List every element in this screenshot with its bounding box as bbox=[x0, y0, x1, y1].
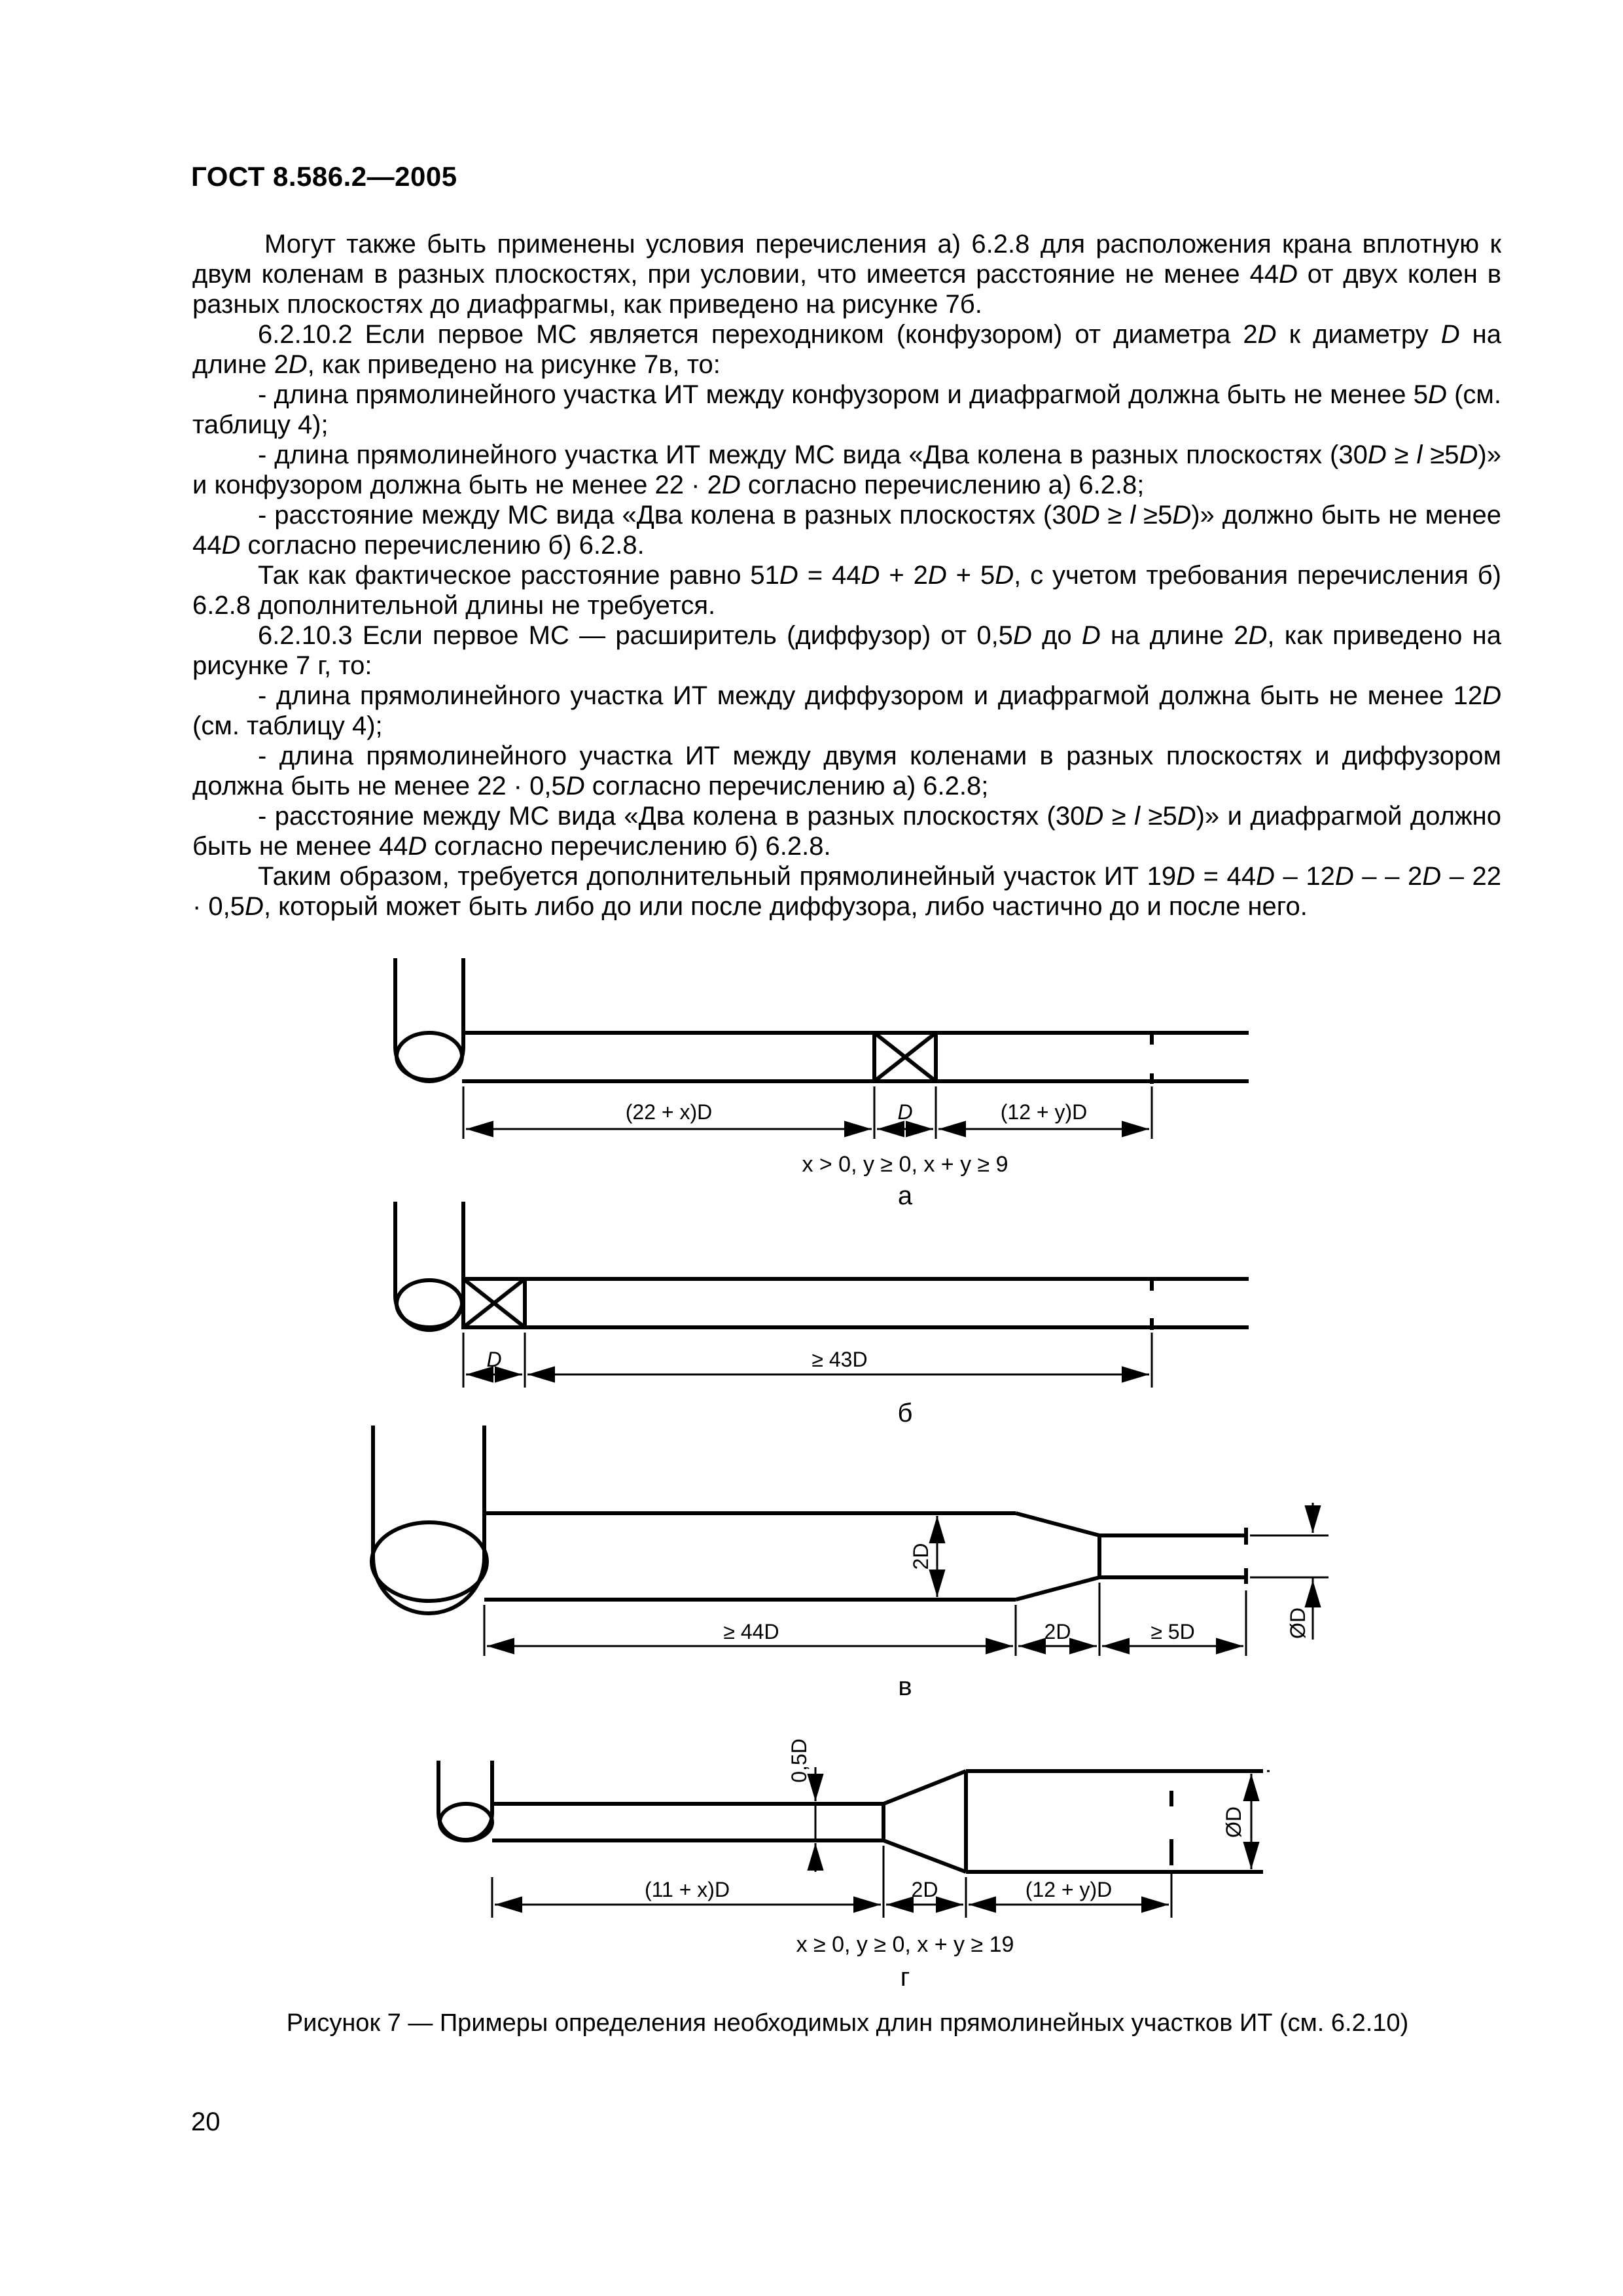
paragraph: 6.2.10.2 Если первое МС является переходником (конфузором) от диаметра 2D к диаметру D на длине 2D, как приведено на рисунке 7в, то: bbox=[192, 320, 1501, 379]
vdim-v-2: ØD bbox=[1286, 1607, 1310, 1639]
elbow-b bbox=[395, 1202, 463, 1330]
paragraph: - расстояние между МС вида «Два колена в разных плоскостях (30D ≥ l ≥5D)» должно быть не менее 44D согласно перечислению б) 6.2.8. bbox=[192, 501, 1501, 560]
dim-g-2: 2D bbox=[911, 1878, 938, 1901]
vdim-g-1: 0,5D bbox=[787, 1738, 811, 1783]
dim-g-3: (12 + y)D bbox=[1025, 1878, 1113, 1901]
paragraph: Таким образом, требуется дополнительный прямолинейный участок ИТ 19D = 44D – 12D – – 2D – 22 · 0,5D, который может быть либо до или после диффузора, либо частично до и после него. bbox=[192, 862, 1502, 921]
dim-v-1: ≥ 44D bbox=[723, 1620, 779, 1643]
label-v: в bbox=[898, 1672, 912, 1701]
paragraph: - расстояние между МС вида «Два колена в разных плоскостях (30D ≥ l ≥5D)» и диафрагмой должно быть не менее 44D согласно перечислению б) 6.2.8. bbox=[192, 802, 1502, 861]
dim-a-3: (12 + y)D bbox=[1000, 1100, 1088, 1124]
elbow-section-a bbox=[397, 1033, 462, 1080]
paragraph: Могут также быть применены условия перечисления а) 6.2.8 для расположения крана вплотную к двум коленам в разных плоскостях, при условии, что имеется расстояние не менее 44D от двух колен в разных плоскостях до диафрагмы, как приведено на рисунке 7б. bbox=[192, 230, 1502, 319]
label-a: а bbox=[897, 1181, 913, 1210]
subfigure-a bbox=[395, 958, 1249, 1139]
paragraph: - длина прямолинейного участка ИТ между МС вида «Два колена в разных плоскостях (30D ≥ l ≥5D)» и конфузором должна быть не менее 22 · 2D согласно перечислению а) 6.2.8; bbox=[192, 440, 1501, 499]
dim-a-1: (22 + x)D bbox=[625, 1100, 713, 1124]
elbow-section-b bbox=[397, 1280, 462, 1327]
confuser-top bbox=[1016, 1513, 1099, 1535]
elbow-section-g bbox=[440, 1804, 492, 1840]
elbow-g bbox=[438, 1761, 492, 1840]
label-g: г bbox=[900, 1963, 910, 1992]
dim-v-2: 2D bbox=[1044, 1620, 1071, 1643]
figure-caption: Рисунок 7 — Примеры определения необходимых длин прямолинейных участков ИТ (см. 6.2.10) bbox=[286, 2009, 1409, 2037]
elbow-section-v bbox=[372, 1522, 487, 1601]
page-number: 20 bbox=[191, 2108, 221, 2136]
subfigure-g bbox=[438, 1761, 1270, 1918]
dim-b-2: ≥ 43D bbox=[812, 1348, 868, 1371]
dim-g-1: (11 + x)D bbox=[644, 1878, 730, 1901]
paragraph: - длина прямолинейного участка ИТ между диффузором и диафрагмой должна быть не менее 12D (см. таблицу 4); bbox=[192, 681, 1501, 740]
dim-v-3: ≥ 5D bbox=[1150, 1620, 1195, 1643]
paragraph: Так как фактическое расстояние равно 51D = 44D + 2D + 5D, с учетом требования перечисления б) 6.2.8 дополнительной длины не требуется. bbox=[192, 561, 1502, 620]
elbow-v bbox=[373, 1426, 484, 1613]
elbow-a bbox=[395, 958, 463, 1081]
vdim-v-1: 2D bbox=[909, 1543, 933, 1570]
paragraph: - длина прямолинейного участка ИТ между двумя коленами в разных плоскостях и диффузором должна быть не менее 22 · 0,5D согласно перечислению а) 6.2.8; bbox=[192, 742, 1501, 800]
dim-b-1: D bbox=[486, 1348, 502, 1371]
paragraph: 6.2.10.3 Если первое МС — расширитель (диффузор) от 0,5D до D на длине 2D, как приведено на рисунке 7 г, то: bbox=[192, 621, 1501, 680]
condition-g: x ≥ 0, y ≥ 0, x + y ≥ 19 bbox=[796, 1932, 1014, 1957]
condition-a: x > 0, y ≥ 0, x + y ≥ 9 bbox=[802, 1152, 1008, 1177]
diffuser-top bbox=[883, 1771, 966, 1804]
confuser-bottom bbox=[1016, 1577, 1099, 1600]
label-b: б bbox=[897, 1399, 913, 1427]
diffuser-bottom bbox=[883, 1840, 966, 1872]
paragraph: - длина прямолинейного участка ИТ между конфузором и диафрагмой должна быть не менее 5D (см. таблицу 4); bbox=[192, 380, 1502, 439]
vdim-g-2: ØD bbox=[1222, 1806, 1245, 1838]
document-header: ГОСТ 8.586.2—2005 bbox=[191, 161, 457, 192]
dim-a-2: D bbox=[897, 1100, 913, 1124]
